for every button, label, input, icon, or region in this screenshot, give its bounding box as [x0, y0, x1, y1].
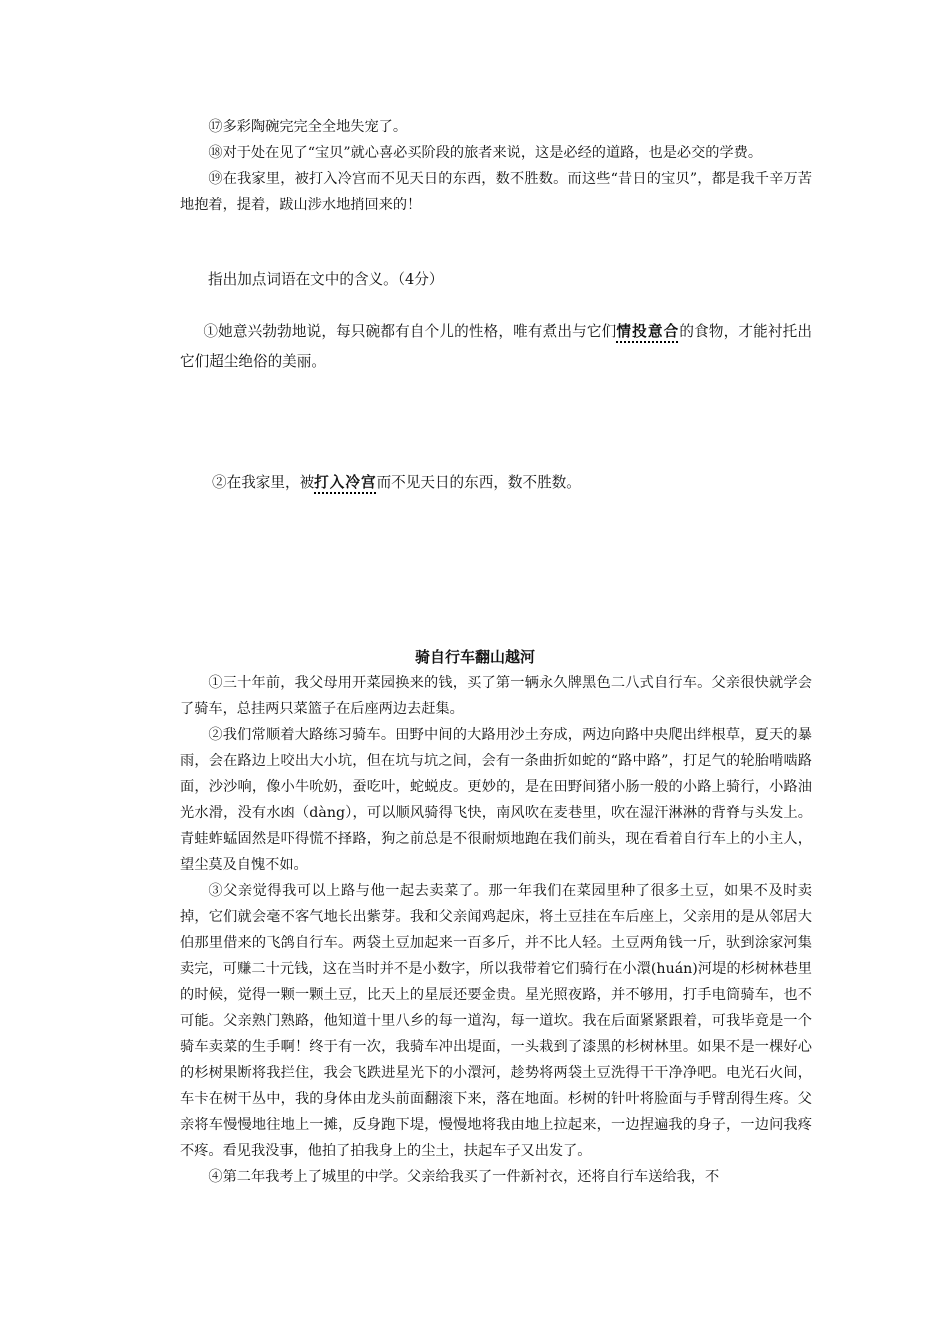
article-title: 骑自行车翻山越河 [414, 648, 535, 666]
paragraph-19: ⑲在我家里，被打入冷宫而不见天日的东西，数不胜数。而这些“昔日的宝贝”，都是我千辛万苦地抱着，提着，跋山涉水地捎回来的！ [180, 171, 812, 213]
article-paragraph-2: ②我们常顺着大路练习骑车。田野中间的大路用沙土夯成，两边向路中央爬出绊根草，夏天的暴雨，会在路边上咬出大小坑，但在坑与坑之间，会有一条曲折如蛇的“路中路”，打足气的轮胎啃啮路面，沙沙响，像小牛吮奶，蚕吃叶，蛇蜕皮。更妙的，是在田野间猪小肠一般的小路上骑行，小路油光水滑，没有水凼（dàng），可以顺风骑得飞快，南风吹在麦巷里，吹在湿汗淋淋的背脊与头发上。青蛙蚱蜢固然是吓得慌不择路，狗之前总是不很耐烦地跑在我们前头，现在看着自行车上的小主人，望尘莫及自愧不如。 [180, 727, 812, 873]
article-body [180, 670, 812, 1190]
article-paragraph-4: ④第二年我考上了城里的中学。父亲给我买了一件新衬衣，还将自行车送给我，不 [208, 1169, 720, 1185]
q1-text-after: 的食物，才能衬托出它们超尘绝俗的美丽。 [180, 323, 812, 370]
question-prompt: 指出加点词语在文中的含义。（4分） [208, 271, 444, 288]
q2-text-before: ②在我家里，被 [212, 474, 315, 491]
paragraph-18: ⑱对于处在见了“宝贝”就心喜必买阶段的旅者来说，这是必经的道路，也是必交的学费。 [208, 145, 763, 161]
q1-dotted-phrase: 情投意合 [616, 323, 680, 340]
q2-text-after: 而不见天日的东西，数不胜数。 [376, 474, 581, 491]
paragraph-17: ⑰多彩陶碗完完全全地失宠了。 [208, 119, 408, 135]
article-paragraph-1: ①三十年前，我父母用开菜园换来的钱，买了第一辆永久牌黑色二八式自行车。父亲很快就学会了骑车，总挂两只菜篮子在后座两边去赶集。 [180, 675, 812, 717]
q1-text-before: ①她意兴勃勃地说，每只碗都有自个儿的性格，唯有煮出与它们 [203, 323, 617, 340]
q2-dotted-phrase: 打入冷宫 [314, 474, 377, 491]
article-paragraph-3: ③父亲觉得我可以上路与他一起去卖菜了。那一年我们在菜园里种了很多土豆，如果不及时卖掉，它们就会毫不客气地长出紫芽。我和父亲闻鸡起床，将土豆挂在车后座上，父亲用的是从邻居大伯那里借来的飞鸽自行车。两袋土豆加起来一百多斤，并不比人轻。土豆两角钱一斤，驮到涂家河集卖完，可赚二十元钱，这在当时并不是小数字，所以我带着它们骑行在小澴(huán)河堤的杉树林巷里的时候，觉得一颗一颗土豆，比天上的星辰还要金贵。星光照夜路，并不够用，打手电筒骑车，也不可能。父亲熟门熟路，他知道十里八乡的每一道沟，每一道坎。我在后面紧紧跟着，可我毕竟是一个骑车卖菜的生手啊！终于有一次，我骑车冲出堤面，一头栽到了漆黑的杉树林里。如果不是一棵好心的杉树果断将我拦住，我会飞跌进星光下的小澴河，趁势将两袋土豆洗得干干净净吧。电光石火间，车卡在树干丛中，我的身体由龙头前面翻滚下来，落在地面。杉树的针叶将脸面与手臂刮得生疼。父亲将车慢慢地往地上一摊，反身跑下堤，慢慢地将我由地上拉起来，一边捏遍我的身子，一边问我疼不疼。看见我没事，他拍了拍我身上的尘土，扶起车子又出发了。 [180, 883, 812, 1159]
question-item-1 [180, 317, 812, 377]
exercise-passage [180, 114, 812, 218]
question-item-2 [212, 470, 581, 496]
